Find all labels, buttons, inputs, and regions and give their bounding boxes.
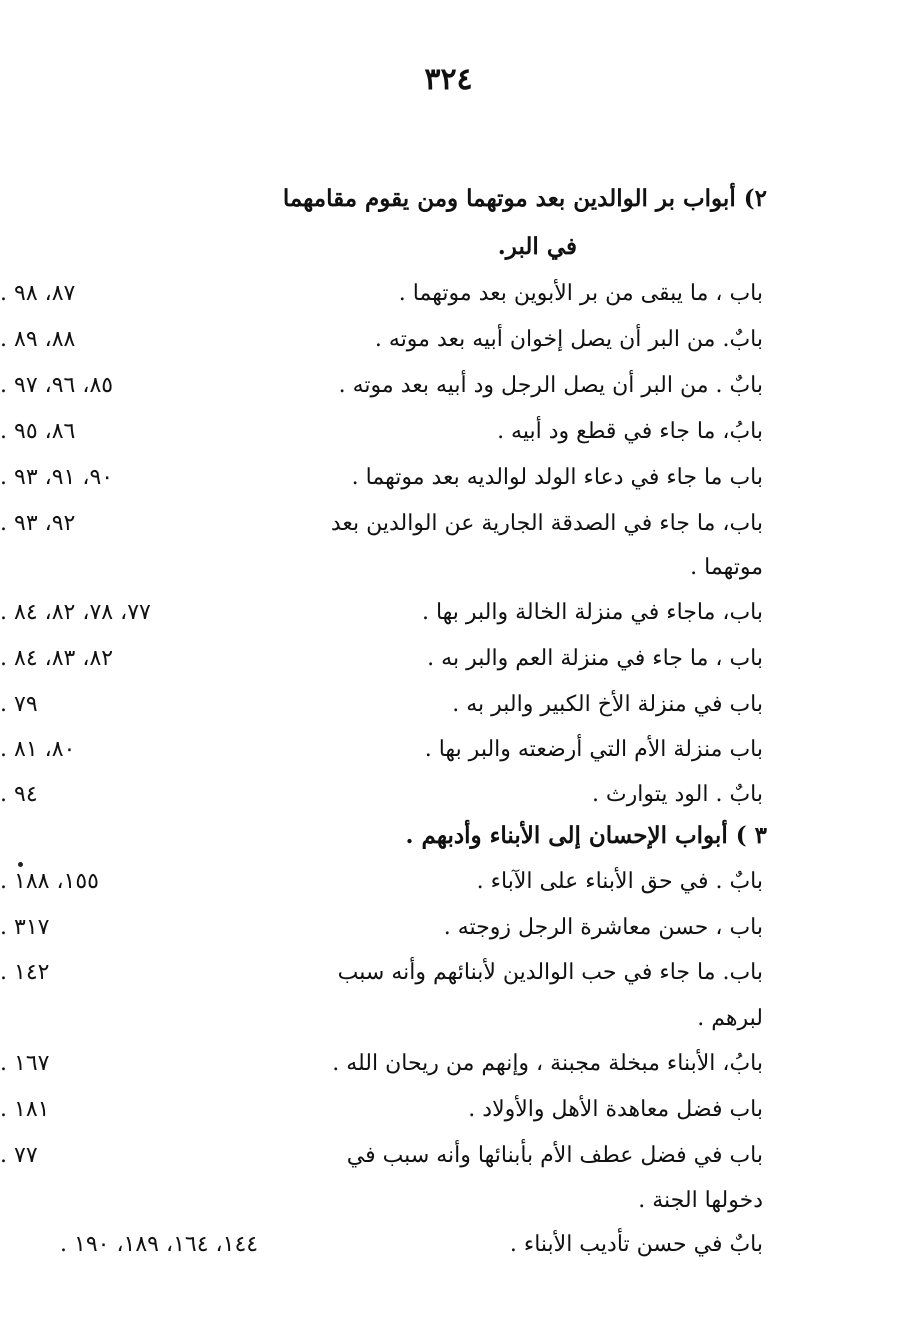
index-entry-continuation: موتهما .	[690, 555, 763, 580]
index-entry-refs: ٩٢، ٩٣ .	[0, 511, 76, 536]
index-entry-refs: ١٤٤، ١٦٤، ١٨٩، ١٩٠ .	[60, 1232, 259, 1257]
index-entry-refs: ٨٨، ٨٩ .	[0, 327, 76, 352]
section-heading-2	[283, 176, 767, 222]
section-title: أبواب بر الوالدين بعد موتهما ومن يقوم مقامهما	[282, 185, 736, 212]
index-entry-refs: ٨٢، ٨٣، ٨٤ .	[0, 646, 114, 671]
section-heading-3	[406, 813, 767, 859]
index-entry-title: باب منزلة الأم التي أرضعته والبر بها .	[424, 737, 763, 762]
index-entry-title: باب في منزلة الأخ الكبير والبر به .	[452, 692, 763, 717]
index-entry-refs: ٩٤ .	[0, 782, 38, 807]
section-number: ٢)	[743, 185, 767, 212]
index-entry-continuation: لبرهم .	[697, 1006, 763, 1031]
index-entry-title: بابٌ . من البر أن يصل الرجل ود أبيه بعد موته .	[338, 373, 763, 398]
index-entry-title: باب، ما جاء في الصدقة الجارية عن الوالدين بعد	[330, 511, 763, 536]
index-entry-title: باب ، ما يبقى من بر الأبوين بعد موتهما .	[398, 281, 763, 306]
ink-speck	[18, 862, 23, 867]
section-heading-cont: في البر.	[497, 233, 577, 260]
index-entry-continuation: دخولها الجنة .	[638, 1188, 763, 1213]
index-entry-title: بابُ، الأبناء مبخلة مجبنة ، وإنهم من ريحان الله .	[332, 1051, 763, 1076]
index-entry-refs: ٧٧، ٧٨، ٨٢، ٨٤ .	[0, 600, 151, 625]
index-entry-refs: ٨٦، ٩٥ .	[0, 419, 76, 444]
index-entry-refs: ١٤٢ .	[0, 960, 50, 985]
index-entry-refs: ١٨١ .	[0, 1097, 50, 1122]
index-entry-title: باب. ما جاء في حب الوالدين لأبنائهم وأنه سبب	[337, 960, 763, 985]
index-entry-refs: ٧٩ .	[0, 692, 38, 717]
index-entry-title: بابٌ في حسن تأديب الأبناء .	[509, 1232, 763, 1257]
index-entry-title: باب ما جاء في دعاء الولد لوالديه بعد موتهما .	[351, 465, 763, 490]
index-entry-title: باب فضل معاهدة الأهل والأولاد .	[468, 1097, 763, 1122]
section-title: أبواب الإحسان إلى الأبناء وأدبهم .	[405, 822, 728, 849]
index-entry-refs: ٨٧، ٩٨ .	[0, 281, 76, 306]
index-entry-refs: ٧٧ .	[0, 1143, 38, 1168]
index-entry-title: باب ، حسن معاشرة الرجل زوجته .	[443, 915, 763, 940]
index-entry-title: بابُ، ما جاء في قطع ود أبيه .	[497, 419, 763, 444]
page-number: ٣٢٤	[424, 62, 473, 97]
section-number: ٣ )	[735, 822, 767, 849]
index-entry-refs: ٨٠، ٨١ .	[0, 737, 76, 762]
index-entry-refs: ٣١٧ .	[0, 915, 50, 940]
index-entry-refs: ١٥٥، ١٨٨ .	[0, 869, 99, 894]
index-entry-title: بابٌ. من البر أن يصل إخوان أبيه بعد موته .	[374, 327, 763, 352]
index-entry-title: باب، ماجاء في منزلة الخالة والبر بها .	[421, 600, 763, 625]
index-entry-title: بابٌ . في حق الأبناء على الآباء .	[476, 869, 763, 894]
index-entry-title: باب ، ما جاء في منزلة العم والبر به .	[427, 646, 763, 671]
index-entry-refs: ٩٠، ٩١، ٩٣ .	[0, 465, 114, 490]
index-entry-refs: ٨٥، ٩٦، ٩٧ .	[0, 373, 114, 398]
index-entry-title: بابٌ . الود يتوارث .	[591, 782, 763, 807]
index-entry-title: باب في فضل عطف الأم بأبنائها وأنه سبب في	[346, 1143, 763, 1168]
index-entry-refs: ١٦٧ .	[0, 1051, 50, 1076]
